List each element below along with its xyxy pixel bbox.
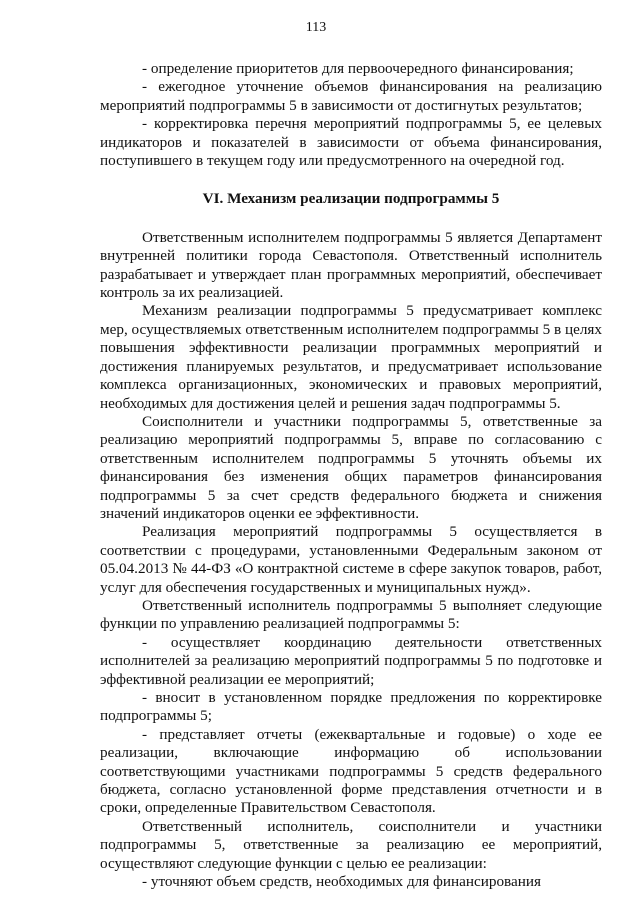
page-number: 113: [305, 20, 327, 35]
paragraph: Ответственным исполнителем подпрограммы 5 является Департамент внутренней политики города Севастополя. Ответственный исполнитель разрабатывает и утверждает план программных мероприятий, обеспечивает контроль за их реализацией.: [100, 228, 602, 302]
section-heading: VI. Механизм реализации подпрограммы 5: [202, 190, 500, 208]
paragraph: Механизм реализации подпрограммы 5 предусматривает комплекс мер, осуществляемых ответственным исполнителем подпрограммы 5 в целях повышения эффективности реализации программных мероприятий и достижения планируемых результатов, и предусматривает использование комплекса организационных, экономических и правовых мероприятий, необходимых для достижения целей и решения задач подпрограммы 5.: [100, 302, 602, 412]
paragraph: - уточняют объем средств, необходимых для финансирования: [142, 873, 542, 891]
paragraph: - осуществляет координацию деятельности ответственных исполнителей за реализацию мероприятий подпрограммы 5 по подготовке и эффективной реализации ее мероприятий;: [100, 633, 602, 688]
paragraph: Ответственный исполнитель, соисполнители и участники подпрограммы 5, ответственные за реализацию ее мероприятий, осуществляют следующие функции с целью ее реализации:: [100, 817, 602, 872]
paragraph: - вносит в установленном порядке предложения по корректировке подпрограммы 5;: [100, 689, 602, 725]
paragraph: Соисполнители и участники подпрограммы 5, ответственные за реализацию мероприятий подпрограммы 5, вправе по согласованию с ответственным исполнителем подпрограммы 5 уточнять объемы их финансирования без изменения общих параметров финансирования подпрограммы 5 за счет средств федерального бюджета и снижения значений индикаторов оценки ее эффективности.: [100, 412, 602, 522]
paragraph: Ответственный исполнитель подпрограммы 5 выполняет следующие функции по управлению реализацией подпрограммы 5:: [100, 596, 602, 633]
document-body: [100, 60, 602, 891]
paragraph: - корректировка перечня мероприятий подпрограммы 5, ее целевых индикаторов и показателей в зависимости от объема финансирования, поступившего в текущем году или предусмотренного на очередной год.: [100, 115, 602, 170]
paragraph: - представляет отчеты (ежеквартальные и годовые) о ходе ее реализации, включающие информацию об использовании соответствующими участниками подпрограммы 5 средств федерального бюджета, согласно установленной форме представления отчетности и в сроки, определенные Правительством Севастополя.: [100, 725, 602, 817]
paragraph: Реализация мероприятий подпрограммы 5 осуществляется в соответствии с процедурами, установленными Федеральным законом от 05.04.2013 № 44-ФЗ «О контрактной системе в сфере закупок товаров, работ, услуг для обеспечения государственных и муниципальных нужд».: [100, 523, 602, 596]
paragraph: - ежегодное уточнение объемов финансирования на реализацию мероприятий подпрограммы 5 в зависимости от достигнутых результатов;: [100, 78, 602, 114]
paragraph: - определение приоритетов для первоочередного финансирования;: [142, 60, 574, 77]
